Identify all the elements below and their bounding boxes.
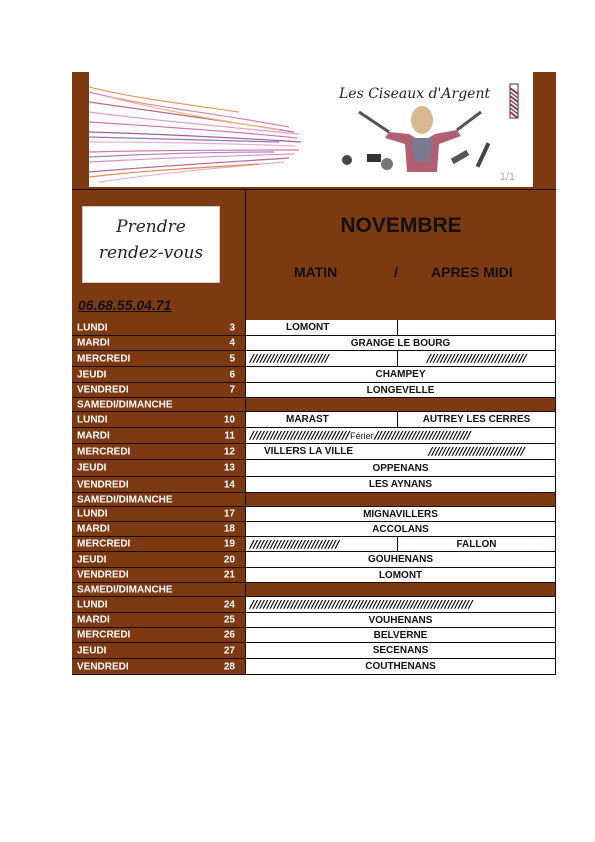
day-label: LUNDI <box>77 414 108 425</box>
day-cell <box>72 493 245 506</box>
day-label: VENDREDI <box>77 661 129 672</box>
day-cell <box>72 460 245 476</box>
table-row <box>72 398 556 412</box>
full-day-location: BELVERNE <box>373 629 428 641</box>
full-day-location: MIGNAVILLERS <box>363 508 438 520</box>
day-label: MARDI <box>77 430 110 441</box>
location-cell <box>245 336 556 350</box>
day-label: JEUDI <box>77 554 107 565</box>
day-label: JEUDI <box>77 645 107 656</box>
day-number: 14 <box>223 479 235 490</box>
location-cell <box>245 583 556 596</box>
day-number: 12 <box>223 446 235 457</box>
location-cell <box>245 320 556 335</box>
location-cell <box>245 552 556 567</box>
location-cell <box>245 643 556 658</box>
day-label: LUNDI <box>77 508 108 520</box>
book-appointment-button[interactable] <box>83 207 219 282</box>
day-label: MARDI <box>77 523 110 535</box>
day-number: 18 <box>223 523 235 535</box>
table-row <box>72 383 556 398</box>
afternoon-location: AUTREY LES CERRES <box>422 414 531 425</box>
day-cell <box>72 643 245 658</box>
full-day-location: VOUHENANS <box>368 614 433 626</box>
day-cell <box>72 583 245 596</box>
table-row <box>72 659 556 675</box>
day-label: JEUDI <box>77 369 107 380</box>
morning-location: LOMONT <box>286 322 330 333</box>
day-cell <box>72 613 245 627</box>
hatch-marks: /////////////////////// <box>250 352 329 365</box>
location-cell <box>245 444 556 459</box>
location-cell <box>245 597 556 612</box>
full-day-location: GOUHENANS <box>367 554 433 565</box>
table-row <box>72 428 556 444</box>
full-day-location: COUTHENANS <box>365 661 436 672</box>
morning-location <box>246 537 401 551</box>
table-row <box>72 320 556 336</box>
location-cell <box>245 613 556 627</box>
divider <box>245 189 246 320</box>
full-day-location: SECENANS <box>372 645 429 656</box>
day-label: MERCREDI <box>77 353 131 364</box>
table-row <box>72 643 556 659</box>
hatch-marks: //////////////////////////// <box>374 429 471 442</box>
day-number: 7 <box>229 384 235 396</box>
table-row <box>72 444 556 460</box>
location-cell <box>245 412 556 427</box>
location-cell <box>245 568 556 582</box>
afternoon-location: FALLON <box>456 538 497 550</box>
location-cell <box>245 537 556 551</box>
day-number: 27 <box>223 645 235 656</box>
location-cell <box>245 351 556 366</box>
day-number: 17 <box>223 508 235 520</box>
morning-location <box>246 351 401 366</box>
location-cell <box>245 460 556 476</box>
day-number: 24 <box>223 599 235 610</box>
day-label: LUNDI <box>77 599 108 610</box>
day-label: VENDREDI <box>77 479 129 490</box>
day-label: SAMEDI/DIMANCHE <box>77 399 173 410</box>
day-cell <box>72 444 245 459</box>
afternoon-location <box>398 320 555 335</box>
day-label: MERCREDI <box>77 446 131 457</box>
day-label: MERCREDI <box>77 538 131 550</box>
day-number: 11 <box>224 430 235 441</box>
banner-image <box>89 72 533 187</box>
phone-number[interactable]: 06.68.55.04.71 <box>78 297 172 313</box>
day-cell <box>72 351 245 366</box>
schedule-header <box>72 189 556 320</box>
day-cell <box>72 383 245 397</box>
day-label: MARDI <box>77 614 110 626</box>
location-cell <box>245 428 556 443</box>
table-row <box>72 493 556 507</box>
location-cell <box>245 522 556 536</box>
location-cell <box>245 507 556 521</box>
table-row <box>72 477 556 493</box>
day-cell <box>72 398 245 411</box>
banner <box>72 72 556 189</box>
divider <box>72 189 556 190</box>
table-row <box>72 613 556 628</box>
hatch-marks: ///////////////////////////// <box>426 352 527 365</box>
table-row <box>72 583 556 597</box>
hatch-marks: ///////////////////////////////////////////////////////////////// <box>250 598 473 611</box>
day-number: 10 <box>223 414 235 425</box>
brand-name: Les Ciseaux d'Argent <box>339 86 491 102</box>
day-label: SAMEDI/DIMANCHE <box>77 494 173 505</box>
location-cell <box>245 477 556 492</box>
location-cell <box>245 398 556 411</box>
page-counter: 1/1 <box>499 171 515 183</box>
day-label: MERCREDI <box>77 629 131 641</box>
day-number: 13 <box>223 462 235 474</box>
table-row <box>72 552 556 568</box>
location-cell <box>245 367 556 382</box>
day-number: 25 <box>223 614 235 626</box>
schedule-sheet <box>72 72 556 689</box>
day-number: 6 <box>229 369 235 380</box>
book-appointment-label: rendez-vous <box>98 243 204 263</box>
table-row <box>72 351 556 367</box>
day-cell <box>72 597 245 612</box>
table-row <box>72 336 556 351</box>
day-cell <box>72 412 245 427</box>
day-cell <box>72 537 245 551</box>
holiday-label: Férier <box>350 430 374 441</box>
table-row <box>72 568 556 583</box>
day-label: JEUDI <box>77 462 107 474</box>
day-number: 4 <box>229 337 235 349</box>
day-label: VENDREDI <box>77 384 129 396</box>
afternoon-column-label: APRES MIDI <box>431 264 513 280</box>
full-day-location: GRANGE LE BOURG <box>350 337 451 349</box>
hatch-marks: ////////////////////////// <box>250 537 339 551</box>
schedule-table <box>72 320 556 675</box>
hatch-marks: //////////////////////////// <box>428 445 525 458</box>
morning-location: MARAST <box>286 414 329 425</box>
day-cell <box>72 336 245 350</box>
full-day-location: ACCOLANS <box>372 523 429 535</box>
day-label: LUNDI <box>77 322 108 333</box>
day-cell <box>72 568 245 582</box>
day-cell <box>72 522 245 536</box>
day-label: VENDREDI <box>77 569 129 581</box>
morning-column-label: MATIN <box>294 264 338 280</box>
location-cell <box>245 383 556 397</box>
location-cell <box>245 493 556 506</box>
day-number: 5 <box>229 353 235 364</box>
day-number: 19 <box>223 538 235 550</box>
table-row <box>72 537 556 552</box>
afternoon-location <box>398 351 555 366</box>
day-cell <box>72 628 245 642</box>
day-label: SAMEDI/DIMANCHE <box>77 584 173 595</box>
location-cell <box>245 628 556 642</box>
month-title: NOVEMBRE <box>340 214 462 237</box>
day-cell <box>72 659 245 674</box>
afternoon-location <box>398 444 555 459</box>
day-cell <box>72 507 245 521</box>
hatch-marks: ///////////////////////////// <box>250 429 350 442</box>
day-cell <box>72 428 245 443</box>
table-row <box>72 597 556 613</box>
table-row <box>72 367 556 383</box>
column-separator: / <box>394 264 398 280</box>
day-number: 3 <box>229 322 235 333</box>
full-day-location: LONGEVELLE <box>366 384 435 396</box>
day-number: 26 <box>223 629 235 641</box>
full-day-location <box>246 428 555 443</box>
full-day-location: OPPENANS <box>372 462 429 474</box>
day-number: 20 <box>223 554 235 565</box>
table-row <box>72 628 556 643</box>
table-row <box>72 522 556 537</box>
table-row <box>72 412 556 428</box>
full-day-location: LOMONT <box>378 569 423 581</box>
day-number: 21 <box>223 569 235 581</box>
full-day-location: LES AYNANS <box>368 479 433 490</box>
day-cell <box>72 552 245 567</box>
table-row <box>72 507 556 522</box>
day-cell <box>72 320 245 335</box>
day-cell <box>72 477 245 492</box>
day-label: MARDI <box>77 337 110 349</box>
location-cell <box>245 659 556 674</box>
table-row <box>72 460 556 477</box>
full-day-location: CHAMPEY <box>375 369 426 380</box>
full-day-location <box>246 597 555 612</box>
day-cell <box>72 367 245 382</box>
book-appointment-label: Prendre <box>116 217 186 237</box>
morning-location: VILLERS LA VILLE <box>264 446 354 457</box>
day-number: 28 <box>223 661 235 672</box>
